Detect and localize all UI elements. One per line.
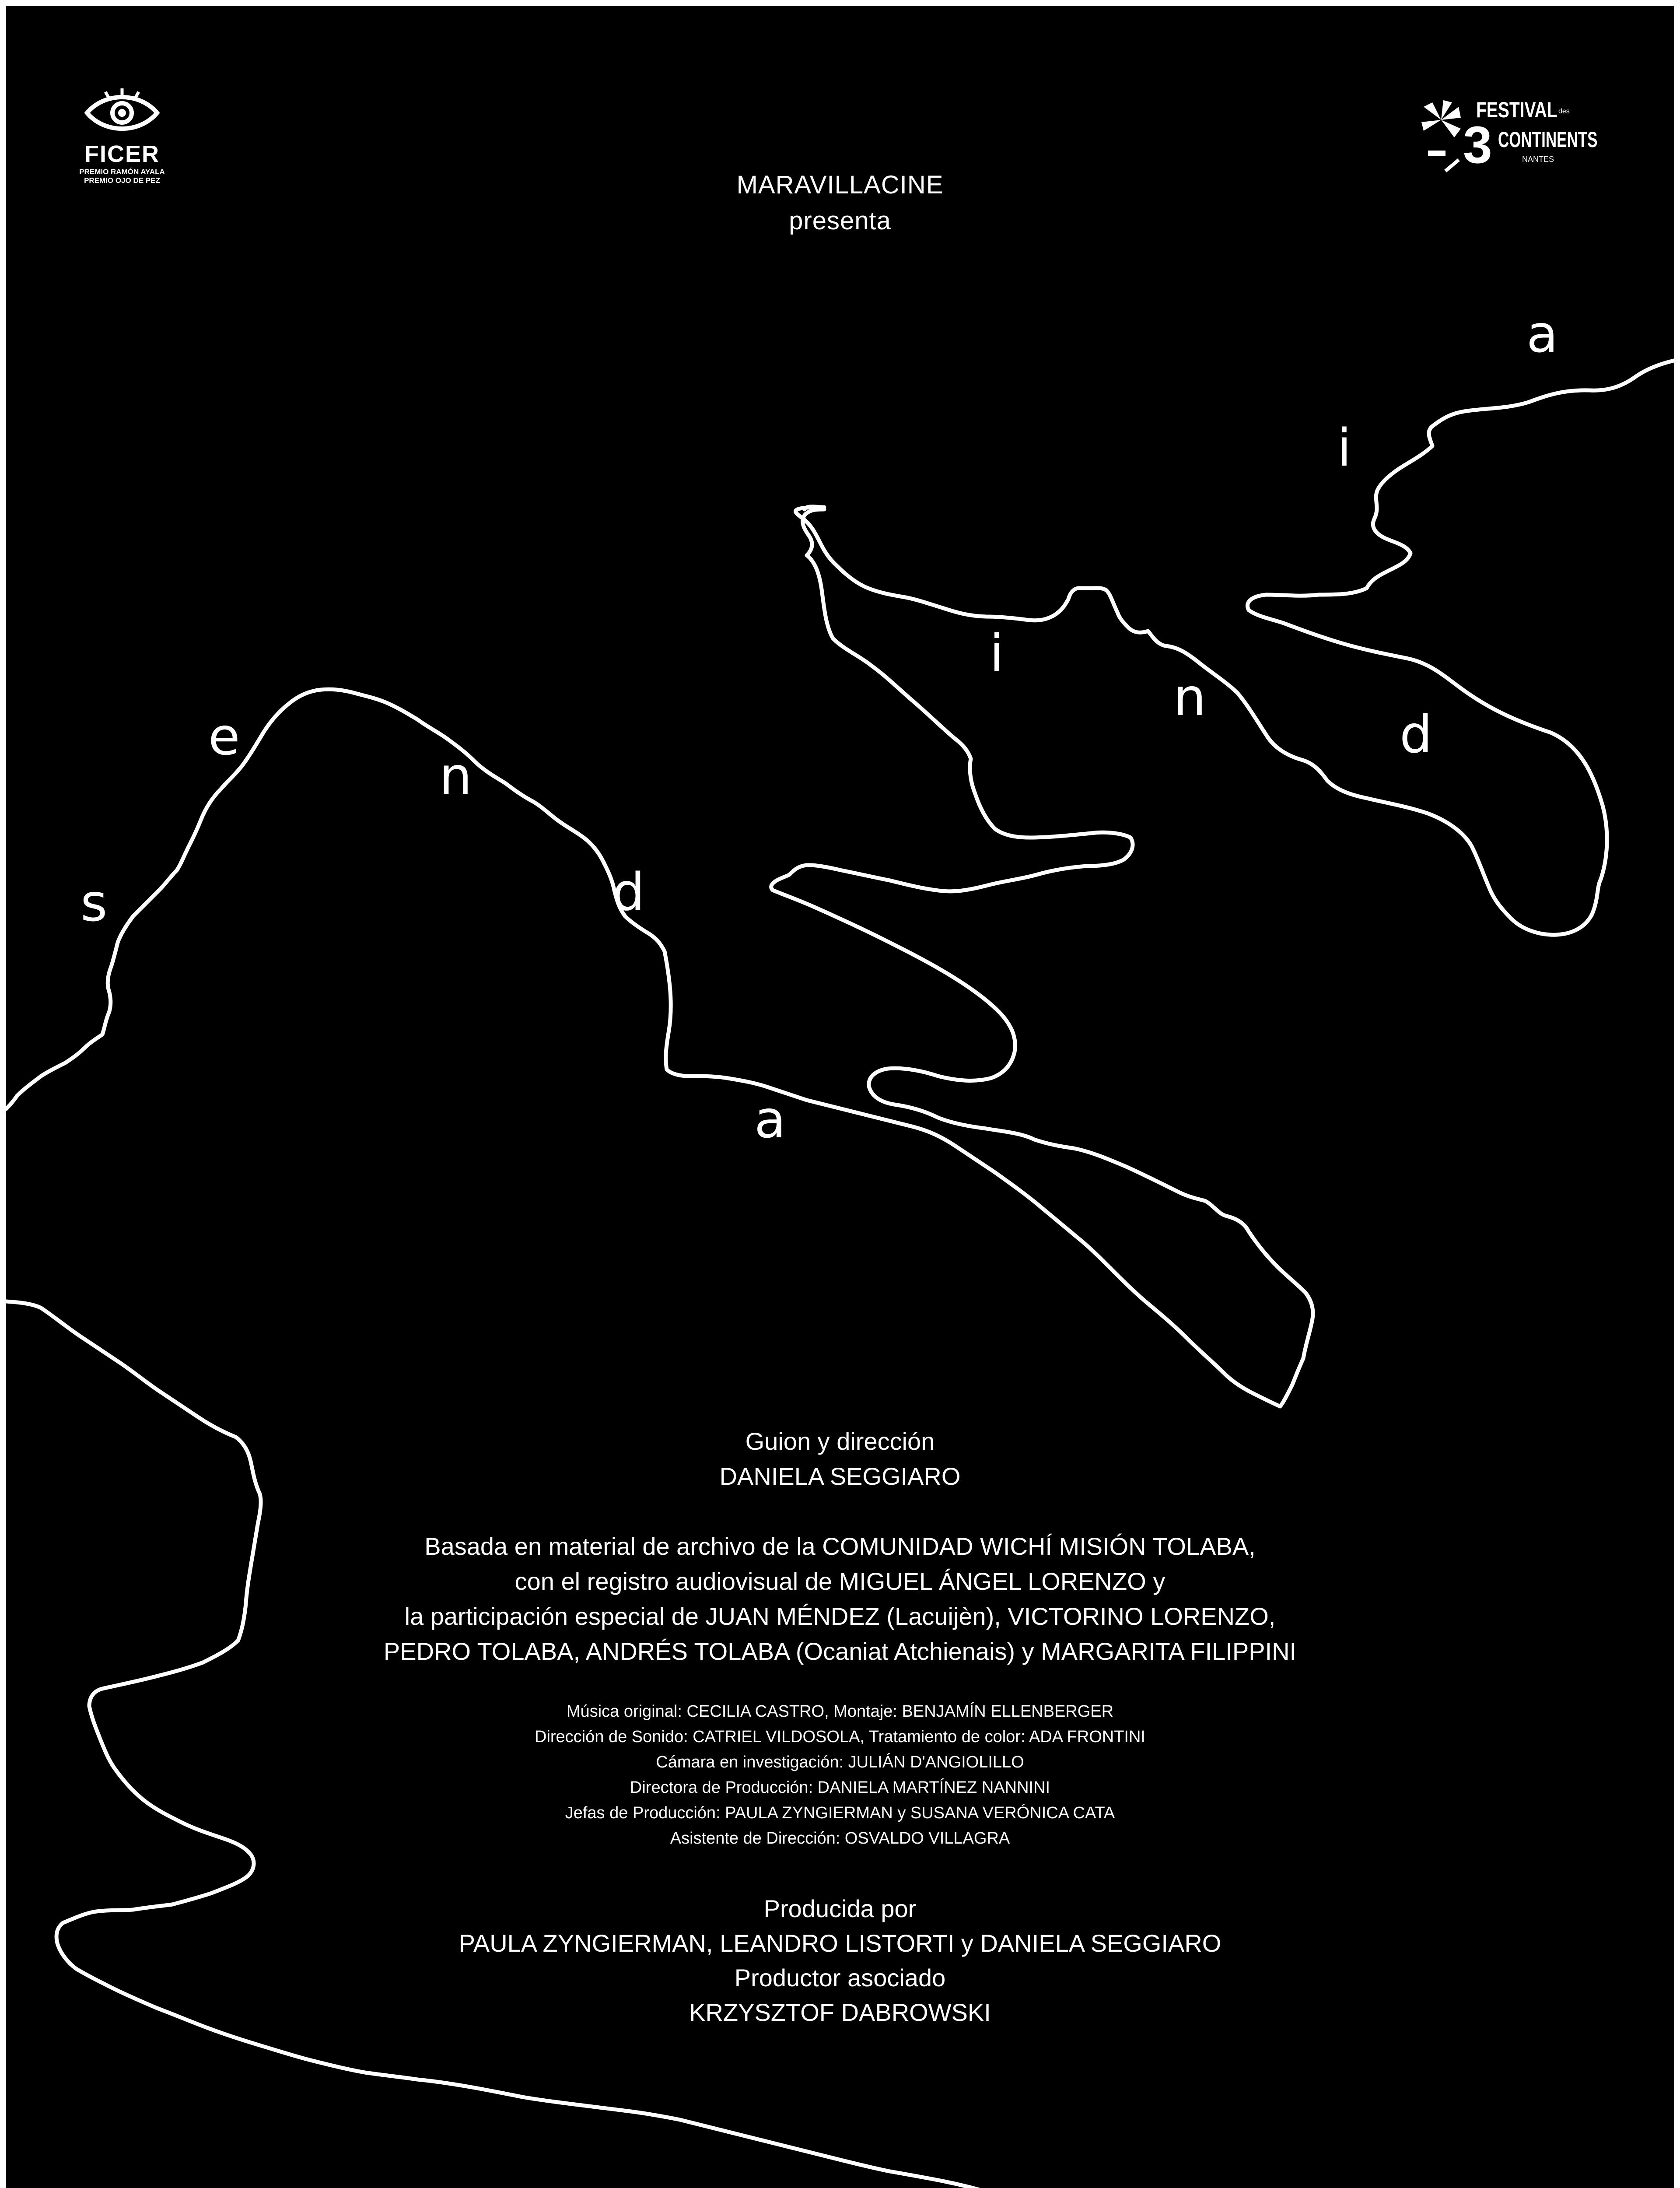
associate-label: Productor asociado: [734, 1964, 946, 1992]
crew-line: Jefas de Producción: PAULA ZYNGIERMAN y SUSANA VERÓNICA CATA: [565, 1804, 1115, 1822]
title-letter: i: [1337, 417, 1351, 478]
crew-line: Música original: CECILIA CASTRO, Montaje: BENJAMÍN ELLENBERGER: [566, 1702, 1114, 1721]
coastline-top-right: [795, 361, 1674, 935]
title-letter: n: [1173, 667, 1206, 727]
title-letter: n: [439, 746, 472, 806]
presents-label: presenta: [789, 207, 891, 235]
festival-continents: CONTINENTS: [1498, 127, 1598, 152]
ficer-award-1: PREMIO RAMÓN AYALA: [79, 168, 165, 176]
title-letter: d: [1400, 704, 1432, 764]
title-letter: d: [612, 862, 645, 922]
title-letter: a: [754, 1089, 786, 1150]
crew-line: Cámara en investigación: JULIÁN D'ANGIOLILLO: [656, 1753, 1024, 1771]
map-outline: [6, 6, 1674, 2188]
header: [6, 167, 1674, 239]
festival-label: FESTIVAL: [1476, 98, 1558, 122]
ficer-name: FICER: [84, 141, 160, 167]
based-on-line: la participación especial de JUAN MÉNDEZ (Lacuijèn), VICTORINO LORENZO,: [404, 1602, 1276, 1630]
eye-icon: [83, 88, 161, 136]
presenting-company: MARAVILLACINE: [736, 171, 944, 199]
title-letter: a: [1526, 304, 1558, 364]
crew-line: Dirección de Sonido: CATRIEL VILDOSOLA, Tratamiento de color: ADA FRONTINI: [535, 1728, 1145, 1746]
festival-des: des: [1558, 108, 1570, 115]
title-letter: s: [80, 873, 108, 933]
ficer-award-2: PREMIO OJO DE PEZ: [84, 176, 160, 185]
produced-by-label: Producida por: [763, 1895, 917, 1922]
crew-line: Asistente de Dirección: OSVALDO VILLAGRA: [670, 1829, 1010, 1848]
coastline-middle-inlet: [6, 509, 1313, 1406]
producers-names: PAULA ZYNGIERMAN, LEANDRO LISTORTI y DANIELA SEGGIARO: [458, 1929, 1222, 1957]
direction-label: Guion y dirección: [745, 1427, 935, 1455]
title-letter: e: [208, 706, 240, 767]
title-letter: i: [990, 623, 1004, 684]
based-on-line: Basada en material de archivo de la COMUNIDAD WICHÍ MISIÓN TOLABA,: [424, 1532, 1256, 1560]
producer-credits: [6, 1891, 1674, 2030]
based-on-line: con el registro audiovisual de MIGUEL ÁNGEL LORENZO y: [514, 1567, 1166, 1595]
associate-name: KRZYSZTOF DABROWSKI: [689, 1999, 991, 2026]
director-name: DANIELA SEGGIARO: [719, 1462, 961, 1490]
main-credits: [6, 1424, 1674, 1669]
poster: [6, 6, 1674, 2188]
crew-line: Directora de Producción: DANIELA MARTÍNEZ NANNINI: [630, 1778, 1050, 1797]
festival-number: 3: [1463, 116, 1492, 174]
crew-credits: [6, 1699, 1674, 1851]
festival-city: NANTES: [1522, 155, 1554, 164]
based-on-line: PEDRO TOLABA, ANDRÉS TOLABA (Ocaniat Atchienais) y MARGARITA FILIPPINI: [383, 1637, 1297, 1665]
